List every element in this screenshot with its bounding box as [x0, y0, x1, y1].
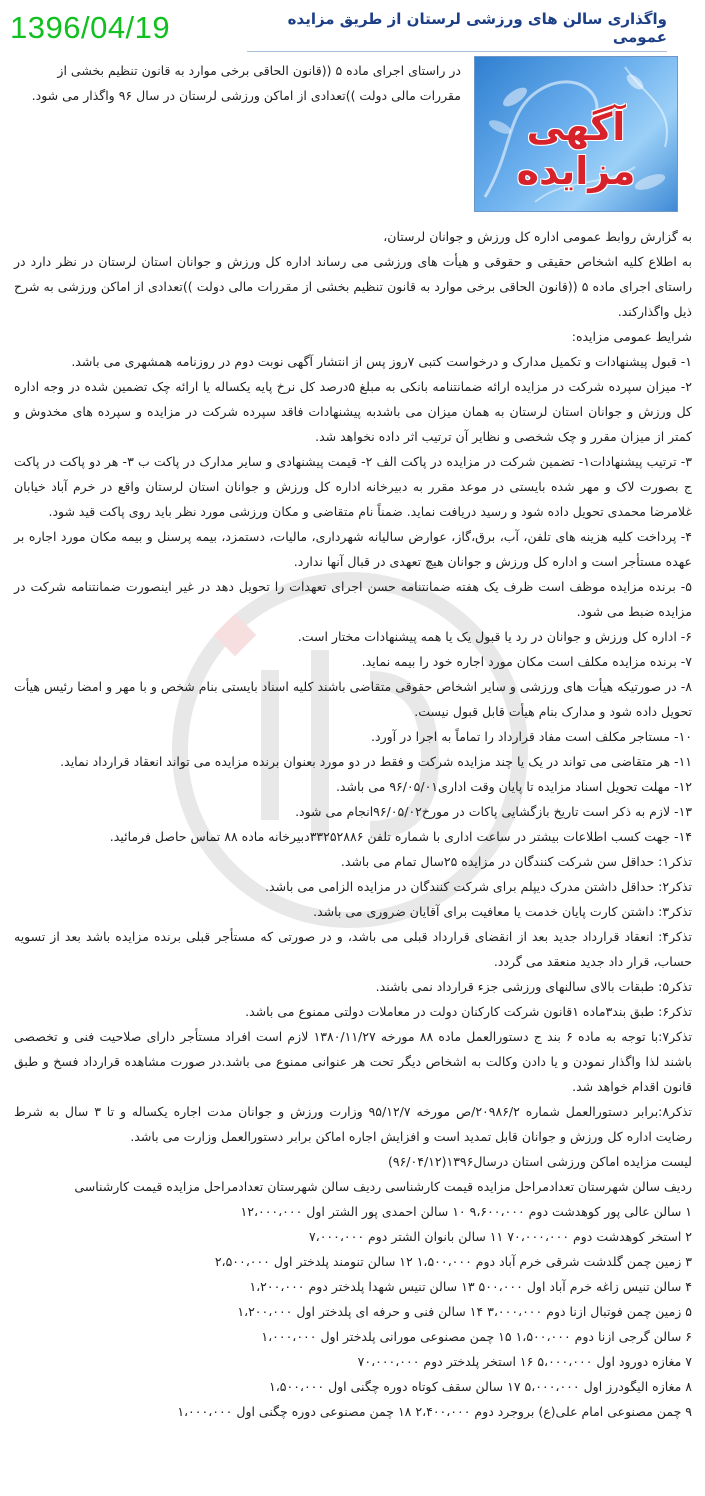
- condition-item: ۳- ترتیب پیشنهادات۱- تضمین شرکت در مزایده در پاکت الف ۲- قیمت پیشنهادی و سایر مدارک در پاکت ب ۳- هر دو پاکت در پاکت ج بصورت لاک و مهر شده بایستی در موعد مقرر به دبیرخانه اداره کل ورزش و جوانان استان لرستان واقع در خرم آباد خیابان غلامرضا محمدی تحویل داده شود و رسید دریافت نماید. ضمناً نام متقاضی و مکان ورزشی مورد نظر باید روی پاکت قید شود.: [14, 454, 692, 519]
- list-row: ۹ چمن مصنوعی امام علی(ع) بروجرد دوم ۲،۴۰۰،۰۰۰ ۱۸ چمن مصنوعی دوره چگنی اول ۱،۰۰۰،۰۰۰: [177, 1404, 692, 1419]
- list-row: ۲ استخر کوهدشت دوم ۷۰،۰۰۰،۰۰۰ ۱۱ سالن بانوان الشتر دوم ۷،۰۰۰،۰۰۰: [308, 1229, 692, 1244]
- note-item: تذکر۲: حداقل داشتن مدرک دیپلم برای شرکت کنندگان در مزایده الزامی می باشد.: [265, 879, 692, 894]
- list-row: ۴ سالن تنیس زاغه خرم آباد اول ۵۰۰،۰۰۰ ۱۳ سالن تنیس شهدا پلدختر دوم ۱،۲۰۰،۰۰۰: [249, 1279, 692, 1294]
- note-item: تذکر۷:با توجه به ماده ۶ بند ج دستورالعمل ماده ۸۸ مورخه ۱۳۸۰/۱۱/۲۷ لازم است افراد مستأجر دارای صلاحیت فنی و تخصصی باشند لذا واگذار نمودن و یا دادن وکالت به اشخاص دیگر تحت هر عنوانی ممنوع می باشد.در صورت مشاهده قرارداد فسخ و طبق قانون اقدام خواهد شد.: [14, 1029, 692, 1094]
- condition-item: ۸- در صورتیکه هیأت های ورزشی و سایر اشخاص حقوقی متقاضی باشند کلیه اسناد بایستی بنام شخص و با مهر و امضا رئیس هیأت تحویل داده شود و مدارک بنام هیأت قابل قبول نیست.: [14, 679, 692, 719]
- note-item: تذکر۵: طبقات بالای سالنهای ورزشی جزء قرارداد نمی باشند.: [375, 979, 692, 994]
- list-row: ۷ مغازه دورود اول ۵،۰۰۰،۰۰۰ ۱۶ استخر پلدختر دوم ۷۰،۰۰۰،۰۰۰: [357, 1354, 692, 1369]
- list-heading: لیست مزایده اماکن ورزشی استان درسال۱۳۹۶(۹۶/۰۴/۱۲): [387, 1154, 692, 1169]
- condition-item: ۴- پرداخت کلیه هزینه های تلفن، آب، برق،گاز، عوارض سالیانه شهرداری، مالیات، دستمزد، بیمه پرسنل و بیمه مکان مورد اجاره بر عهده مستأجر است و اداره کل ورزش و جوانان هیچ تعهدی در قبال آنها ندارد.: [14, 529, 692, 569]
- note-item: تذکر۸:برابر دستورالعمل شماره ۲۰۹۸۶/۲/ص مورخه ۹۵/۱۲/۷ وزارت ورزش و جوانان مدت اجاره یکساله و تا ۳ سال به شرط رضایت اداره کل ورزش و جوانان قابل تمدید است و افزایش اجاره اماکن برابر دستورالعمل وزارت می باشد.: [14, 1104, 692, 1144]
- list-row: ۸ مغازه الیگودرز اول ۵،۰۰۰،۰۰۰ ۱۷ سالن سقف کوتاه دوره چگنی اول ۱،۵۰۰،۰۰۰: [269, 1379, 692, 1394]
- condition-item: ۱- قبول پیشنهادات و تکمیل مدارک و درخواست کتبی ۷روز پس از انتشار آگهی نوبت دوم در روزنامه همشهری می باشد.: [71, 354, 692, 369]
- article-title[interactable]: واگذاری سالن های ورزشی لرستان از طریق مزایده عمومی: [247, 10, 667, 52]
- condition-item: ۱۱- هر متقاضی می تواند در یک یا چند مزایده شرکت و فقط در دو مورد بعنوان برنده مزایده می تواند انعقاد قرارداد نماید.: [60, 754, 692, 769]
- note-item: تذکر۳: داشتن کارت پایان خدمت یا معافیت برای آقایان ضروری می باشد.: [313, 904, 692, 919]
- body-paragraph: به گزارش روابط عمومی اداره کل ورزش و جوانان لرستان،: [383, 229, 692, 244]
- body-paragraph: به اطلاع کلیه اشخاص حقیقی و حقوقی و هیأت های ورزشی می رساند اداره کل ورزش و جوانان استان لرستان در نظر دارد در راستای اجرای ماده ۵ ((قانون الحاقی برخی موارد به قانون تنظیم بخشی از مقررات مالی دولت ))تعدادی از اماکن ورزشی به شرح ذیل واگذارکند.: [14, 254, 692, 319]
- note-item: تذکر۶: طبق بند۳ماده ۱قانون شرکت کارکنان دولت در معاملات دولتی ممنوع می باشد.: [245, 1004, 692, 1019]
- list-row: ۱ سالن عالی پور کوهدشت دوم ۹،۶۰۰،۰۰۰ ۱۰ سالن احمدی پور الشتر اول ۱۲،۰۰۰،۰۰۰: [240, 1204, 692, 1219]
- note-item: تذکر۴: انعقاد قرارداد جدید بعد از انقضای قرارداد قبلی می باشد، و در صورتی که مستأجر قبلی برنده مزایده باشد بعد از تسویه حساب، قرار داد جدید منعقد می گردد.: [14, 929, 692, 969]
- note-item: تذکر۱: حداقل سن شرکت کنندگان در مزایده ۲۵سال تمام می باشد.: [340, 854, 692, 869]
- publish-date: 1396/04/19: [10, 10, 171, 45]
- article-body: [14, 224, 692, 1424]
- condition-item: ۶- اداره کل ورزش و جوانان در رد یا قبول یک یا همه پیشنهادات مختار است.: [297, 629, 692, 644]
- condition-item: ۷- برنده مزایده مکلف است مکان مورد اجاره خود را بیمه نماید.: [361, 654, 692, 669]
- condition-item: ۵- برنده مزایده موظف است ظرف یک هفته ضمانتنامه حسن اجرای تعهدات را تحویل دهد در غیر اینصورت ضمانتنامه شرکت در مزایده ضبط می شود.: [14, 579, 692, 619]
- body-paragraph: شرایط عمومی مزایده:: [571, 329, 692, 344]
- condition-item: ۱۰- مستاجر مکلف است مفاد قرارداد را تماماً به اجرا در آورد.: [371, 729, 692, 744]
- auction-banner-image: [474, 56, 678, 212]
- list-row: ۵ زمین چمن فوتبال ازنا دوم ۳،۰۰۰،۰۰۰ ۱۴ سالن فنی و حرفه ای پلدختر اول ۱،۲۰۰،۰۰۰: [237, 1304, 692, 1319]
- banner-heading: آگهی مزایده: [516, 105, 636, 193]
- condition-item: ۲- میزان سپرده شرکت در مزایده ارائه ضمانتنامه بانکی به مبلغ ۵درصد کل نرخ پایه یکساله یا ارائه چک تضمین شده در وجه اداره کل ورزش و جوانان استان لرستان به همان میزان می باشدبه پیشنهادات فاقد سپرده شرکت در مزایده و سپرده های مخدوش و کمتر از میزان مقرر و چک شخصی و نظایر آن ترتیب اثر داده نخواهد شد.: [14, 379, 692, 444]
- condition-item: ۱۴- جهت کسب اطلاعات بیشتر در ساعت اداری با شماره تلفن ۳۳۲۵۲۸۸۶دبیرخانه ماده ۸۸ تماس حاصل فرمائید.: [109, 829, 692, 844]
- condition-item: ۱۲- مهلت تحویل اسناد مزایده تا پایان وقت اداری۹۶/۰۵/۰۱ می باشد.: [335, 779, 692, 794]
- list-row: ۶ سالن گرجی ازنا دوم ۱،۵۰۰،۰۰۰ ۱۵ چمن مصنوعی مورانی پلدختر اول ۱،۰۰۰،۰۰۰: [261, 1329, 692, 1344]
- intro-paragraph: در راستای اجرای ماده ۵ ((قانون الحاقی برخی موارد به قانون تنظیم بخشی از مقررات مالی دولت ))تعدادی از اماکن ورزشی لرستان در سال ۹۶ واگذار می شود.: [31, 63, 461, 103]
- list-row: ۳ زمین چمن گلدشت شرقی خرم آباد دوم ۱،۵۰۰،۰۰۰ ۱۲ سالن تنومند پلدختر اول ۲،۵۰۰،۰۰۰: [214, 1254, 692, 1269]
- condition-item: ۱۳- لازم به ذکر است تاریخ بازگشایی پاکات در مورخ۹۶/۰۵/۰۲انجام می شود.: [295, 804, 692, 819]
- list-header-row: ردیف سالن شهرستان تعدادمراحل مزایده قیمت کارشناسی ردیف سالن شهرستان تعدادمراحل مزایده قیمت کارشناسی: [74, 1179, 692, 1194]
